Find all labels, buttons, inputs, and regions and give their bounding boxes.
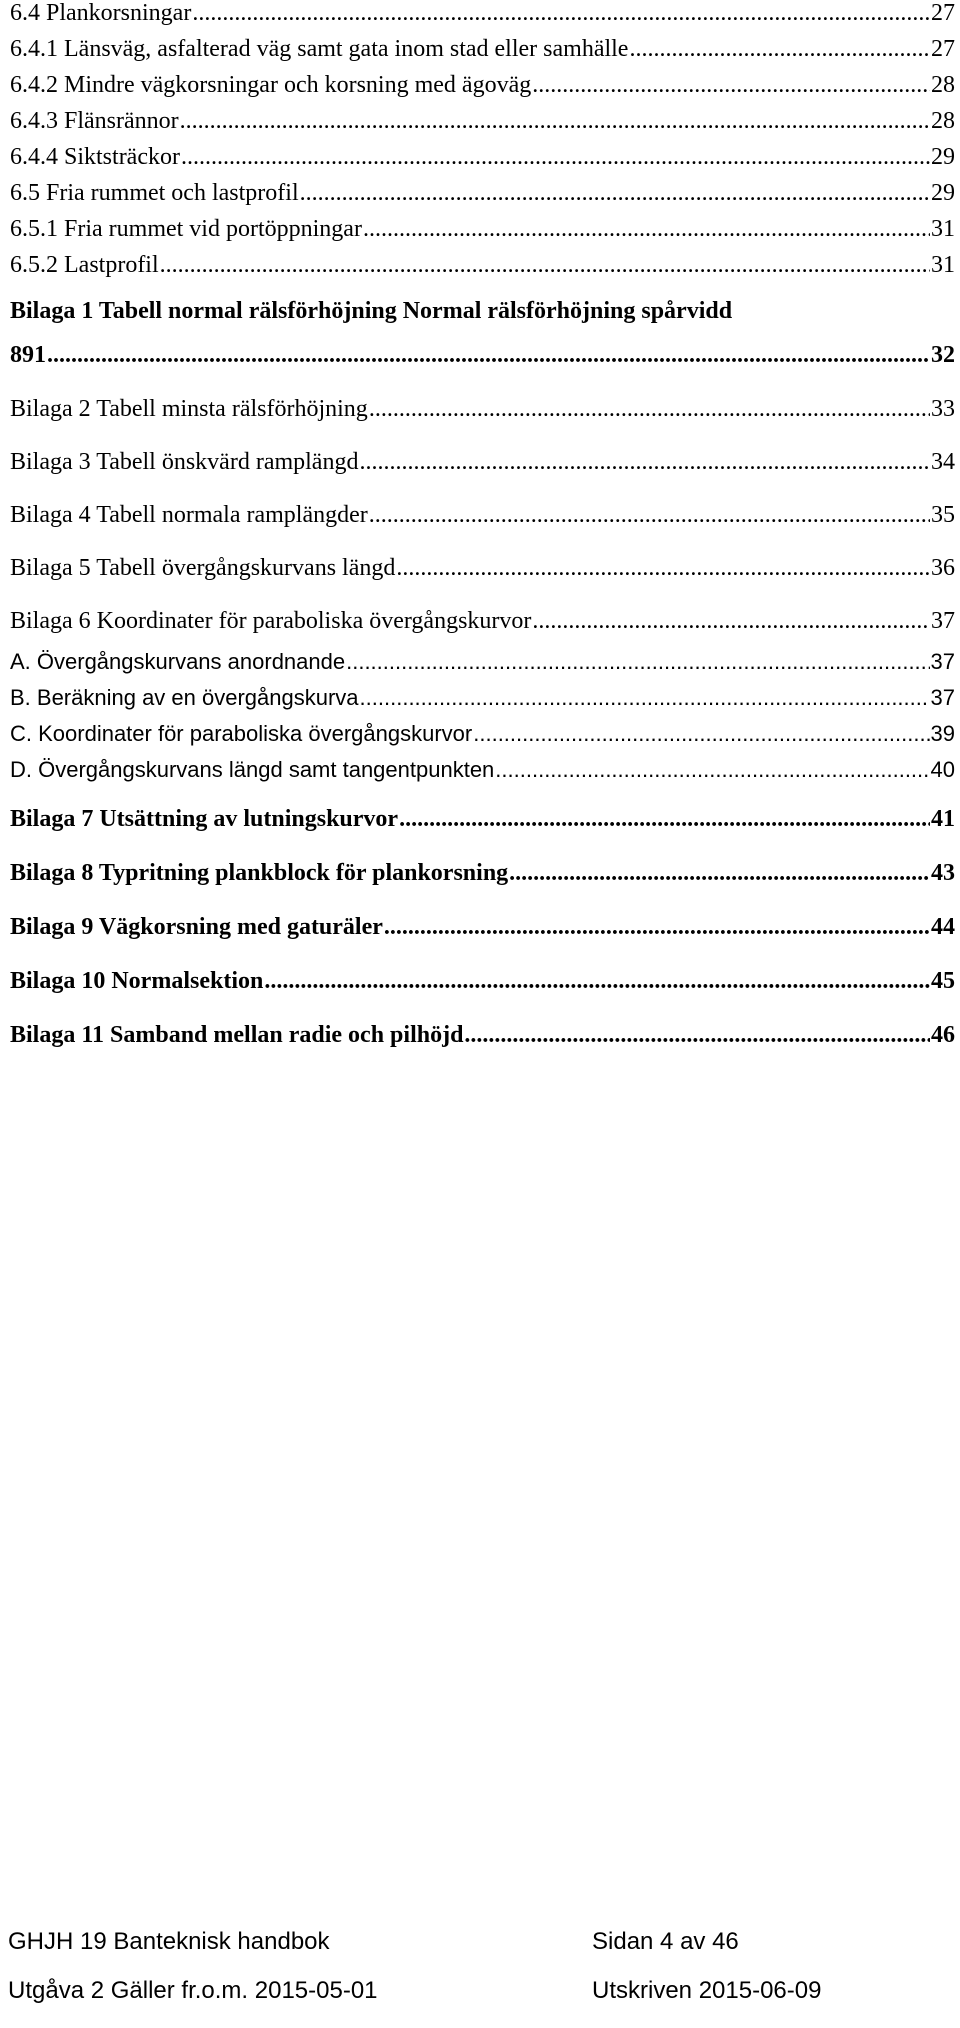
toc-entry-page: 31 [931, 216, 955, 242]
toc-entry-label: 891 [10, 342, 46, 368]
toc-entry-page: 28 [931, 108, 955, 134]
toc-entry-label: Bilaga 5 Tabell övergångskurvans längd [10, 555, 396, 581]
toc-leader [359, 449, 930, 476]
toc-leader [264, 968, 930, 995]
toc-bilaga[interactable] [10, 449, 955, 476]
toc-entry-page: 33 [931, 396, 955, 422]
toc-entry-label: B. Beräkning av en övergångskurva [10, 685, 359, 710]
toc-leader [509, 860, 930, 887]
toc-entry-label: Bilaga 10 Normalsektion [10, 968, 264, 994]
toc-leader [192, 0, 930, 27]
toc-entry-page: 28 [931, 72, 955, 98]
toc-entry-page: 35 [931, 502, 955, 528]
toc-leader [300, 180, 930, 207]
toc-entry-page: 41 [931, 806, 955, 832]
toc-entry-page: 31 [931, 252, 955, 278]
toc-entry[interactable] [10, 180, 955, 207]
toc-leader [473, 721, 929, 747]
toc-entry-page: 37 [931, 608, 955, 634]
toc-entry-page: 32 [931, 342, 955, 368]
toc-bilaga-1-line-1[interactable]: Bilaga 1 Tabell normal rälsförhöjning Normal rälsförhöjning spårvidd [10, 298, 733, 324]
toc-bilaga[interactable] [10, 806, 955, 833]
toc-bilaga[interactable] [10, 1022, 955, 1049]
toc-sub-entry[interactable] [10, 685, 955, 711]
toc-entry-label: A. Övergångskurvans anordnande [10, 649, 346, 674]
toc-entry-page: 39 [930, 721, 955, 746]
toc-entry-label: 6.4.2 Mindre vägkorsningar och korsning med ägoväg [10, 72, 532, 98]
footer-doc-title: GHJH 19 Banteknisk handbok [8, 1928, 330, 1955]
toc-leader [369, 396, 930, 423]
toc-entry-label: 6.4.4 Siktsträckor [10, 144, 180, 170]
toc-leader [360, 685, 930, 711]
toc-entry-label: Bilaga 4 Tabell normala ramplängder [10, 502, 368, 528]
toc-entry-page: 34 [931, 449, 955, 475]
toc-entry-page: 37 [930, 649, 955, 674]
toc-entry-label: 6.5.2 Lastprofil [10, 252, 159, 278]
toc-bilaga[interactable] [10, 968, 955, 995]
footer-printed-date: Utskriven 2015-06-09 [592, 1977, 822, 2004]
toc-leader [181, 144, 930, 171]
toc-entry[interactable] [10, 0, 955, 27]
toc-bilaga[interactable] [10, 555, 955, 582]
toc-entry-page: 44 [931, 914, 955, 940]
toc-leader [532, 72, 930, 99]
toc-entry-label: Bilaga 3 Tabell önskvärd ramplängd [10, 449, 359, 475]
toc-bilaga[interactable] [10, 608, 955, 635]
toc-sub-entry[interactable] [10, 757, 955, 783]
toc-entry-label: D. Övergångskurvans längd samt tangentpunkten [10, 757, 495, 782]
toc-leader [399, 806, 930, 833]
toc-bilaga[interactable] [10, 914, 955, 941]
toc-entry[interactable] [10, 108, 955, 135]
toc-leader [532, 608, 930, 635]
toc-entry[interactable] [10, 216, 955, 243]
toc-entry-label: Bilaga 9 Vägkorsning med gaturäler [10, 914, 383, 940]
footer-page-info: Sidan 4 av 46 [592, 1928, 739, 1955]
toc-entry-page: 43 [931, 860, 955, 886]
toc-bilaga[interactable] [10, 860, 955, 887]
toc-leader [180, 108, 930, 135]
toc-entry-label: Bilaga 2 Tabell minsta rälsförhöjning [10, 396, 368, 422]
toc-entry-page: 36 [931, 555, 955, 581]
toc-entry[interactable] [10, 144, 955, 171]
toc-leader [396, 555, 930, 582]
toc-sub-entry[interactable] [10, 649, 955, 675]
toc-entry-page: 40 [930, 757, 955, 782]
toc-sub-entry[interactable] [10, 721, 955, 747]
toc-entry-label: Bilaga 6 Koordinater för paraboliska övergångskurvor [10, 608, 532, 634]
toc-leader [160, 252, 930, 279]
toc-entry-page: 37 [930, 685, 955, 710]
toc-entry-label: 6.4 Plankorsningar [10, 0, 192, 26]
toc-leader [346, 649, 929, 675]
toc-leader [629, 36, 930, 63]
toc-entry-label: Bilaga 7 Utsättning av lutningskurvor [10, 806, 399, 832]
toc-bilaga[interactable] [10, 396, 955, 423]
toc-entry-label: 6.5 Fria rummet och lastprofil [10, 180, 299, 206]
toc-bilaga[interactable] [10, 502, 955, 529]
toc-entry-label: Bilaga 8 Typritning plankblock för plankorsning [10, 860, 509, 886]
toc-entry-page: 29 [931, 180, 955, 206]
toc-entry-page: 46 [931, 1022, 955, 1048]
toc-bilaga-1[interactable] [10, 342, 955, 369]
toc-entry-label: 6.4.3 Flänsrännor [10, 108, 179, 134]
toc-entry[interactable] [10, 36, 955, 63]
toc-entry-label: 6.5.1 Fria rummet vid portöppningar [10, 216, 362, 242]
toc-entry[interactable] [10, 252, 955, 279]
toc-leader [464, 1022, 930, 1049]
toc-leader [495, 757, 929, 783]
toc-entry-page: 29 [931, 144, 955, 170]
toc-entry[interactable] [10, 72, 955, 99]
footer-edition: Utgåva 2 Gäller fr.o.m. 2015-05-01 [8, 1977, 378, 2004]
toc-entry-label: C. Koordinater för paraboliska övergångskurvor [10, 721, 473, 746]
toc-entry-page: 27 [931, 36, 955, 62]
toc-leader [47, 342, 930, 369]
toc-leader [369, 502, 930, 529]
toc-leader [363, 216, 930, 243]
toc-entry-label: 6.4.1 Länsväg, asfalterad väg samt gata inom stad eller samhälle [10, 36, 629, 62]
toc-leader [384, 914, 930, 941]
toc-entry-page: 27 [931, 0, 955, 26]
toc-entry-page: 45 [931, 968, 955, 994]
toc-entry-label: Bilaga 11 Samband mellan radie och pilhöjd [10, 1022, 464, 1048]
